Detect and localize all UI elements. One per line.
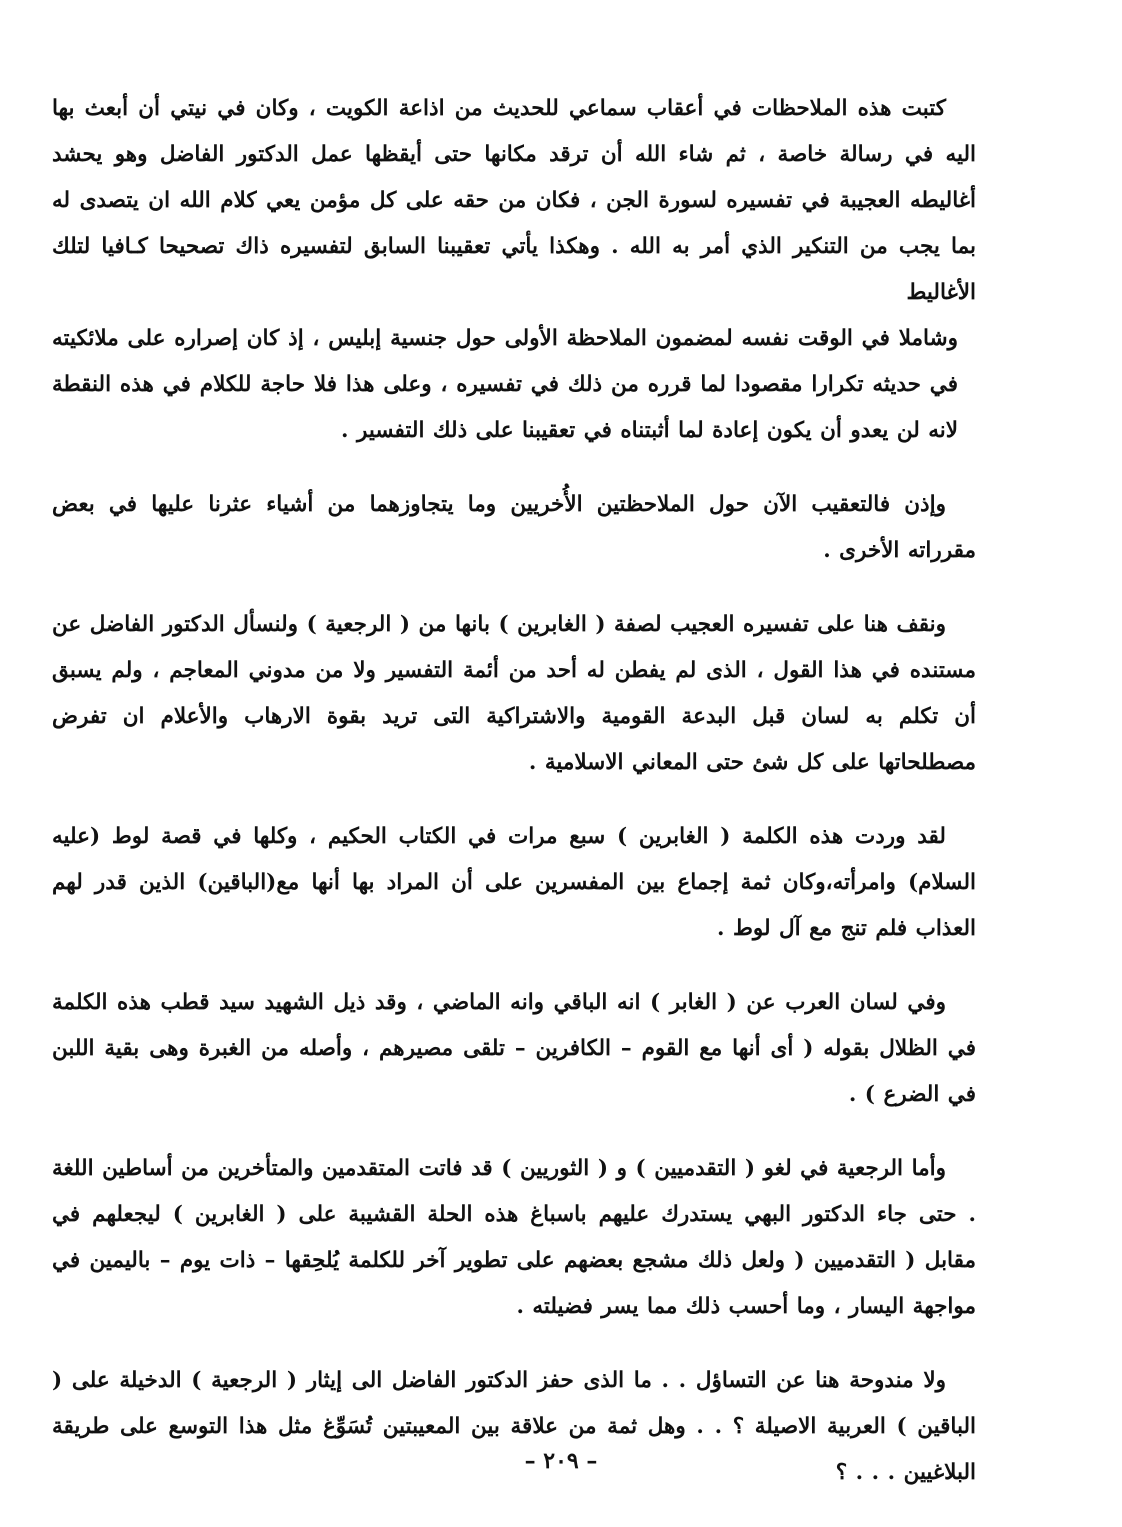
paragraph-5: لقد وردت هذه الكلمة ( الغابرين ) سبع مرات في الكتاب الحكيم ، وكلها في قصة لوط (عليه السلام) وامرأته،وكان ثمة إجماع بين المفسرين على أن المراد بها أنها مع(الباقين) الذين قدر لهم العذاب فلم تنج مع آل لوط .	[52, 824, 976, 941]
paragraph-1: كتبت هذه الملاحظات في أعقاب سماعي للحديث من اذاعة الكويت ، وكان في نيتي أن أبعث بها اليه في رسالة خاصة ، ثم شاء الله أن ترقد مكانها حتى أيقظها عمل الدكتور الفاضل وهو يحشد أغاليطه العجيبة في تفسيره لسورة الجن ، فكان من حقه على كل مؤمن يعي كلام الله ان يتصدى له بما يجب من التنكير الذي أمر به الله . وهكذا يأتي تعقيبنا السابق لتفسيره ذاك تصحيحا كـافيا لتلك الأغاليط	[52, 96, 976, 305]
body-text	[52, 86, 976, 1496]
paragraph-2: وشاملا في الوقت نفسه لمضمون الملاحظة الأولى حول جنسية إبليس ، إذ كان إصراره على ملائكيته في حديثه تكرارا مقصودا لما قرره من ذلك في تفسيره ، وعلى هذا فلا حاجة للكلام في هذه النقطة لانه لن يعدو أن يكون إعادة لما أثبتناه في تعقيبنا على ذلك التفسير .	[52, 326, 958, 443]
paragraph-7: وأما الرجعية في لغو ( التقدميين ) و ( الثوريين ) قد فاتت المتقدمين والمتأخرين من أساطين اللغة . حتى جاء الدكتور البهي يستدرك عليهم باسباغ هذه الحلة القشيبة على ( الغابرين ) ليجعلهم في مقابل ( التقدميين ( ولعل ذلك مشجع بعضهم على تطوير آخر للكلمة يُلحِقها – ذات يوم – باليمين في مواجهة اليسار ، وما أحسب ذلك مما يسر فضيلته .	[52, 1156, 976, 1319]
paragraph-6: وفي لسان العرب عن ( الغابر ) انه الباقي وانه الماضي ، وقد ذيل الشهيد سيد قطب هذه الكلمة في الظلال بقوله ( أى أنها مع القوم – الكافرين – تلقى مصيرهم ، وأصله من الغبرة وهى بقية اللبن في الضرع ) .	[52, 990, 976, 1107]
paragraph-3: وإذن فالتعقيب الآن حول الملاحظتين الأُخريين وما يتجاوزهما من أشياء عثرنا عليها في بعض مقرراته الأخرى .	[52, 492, 976, 563]
paragraph-8: ولا مندوحة هنا عن التساؤل . . ما الذى حفز الدكتور الفاضل الى إيثار ( الرجعية ) الدخيلة على ( الباقين ) العربية الاصيلة ؟ . . وهل ثمة من علاقة بين المعيبتين تُسَوِّغ مثل هذا التوسع على طريقة البلاغيين . . . ؟	[52, 1368, 976, 1485]
page-number: – ٢٠٩ –	[524, 1448, 598, 1474]
paragraph-4: ونقف هنا على تفسيره العجيب لصفة ( الغابرين ) بانها من ( الرجعية ) ولنسأل الدكتور الفاضل عن مستنده في هذا القول ، الذى لم يفطن له أحد من أئمة التفسير ولا من مدوني المعاجم ، ولم يسبق أن تكلم به لسان قبل البدعة القومية والاشتراكية التى تريد بقوة الارهاب والأعلام ان تفرض مصطلحاتها على كل شئ حتى المعاني الاسلامية .	[52, 612, 976, 775]
